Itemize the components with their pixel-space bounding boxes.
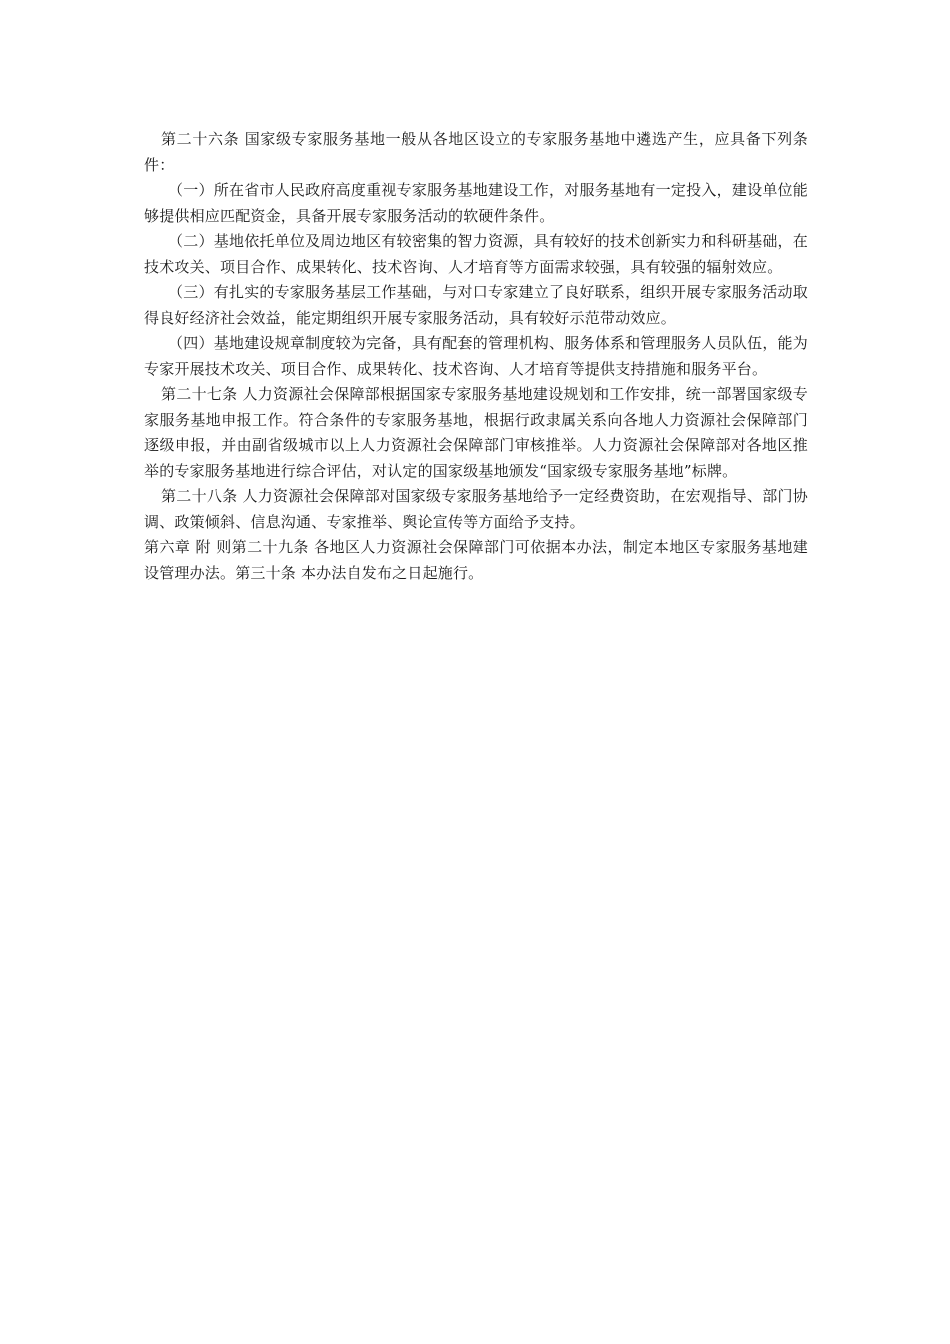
article-26-item-3: （三）有扎实的专家服务基层工作基础，与对口专家建立了良好联系，组织开展专家服务活动取得良好经济社会效益，能定期组织开展专家服务活动，具有较好示范带动效应。 (144, 283, 808, 327)
article-26-item-4: （四）基地建设规章制度较为完备，具有配套的管理机构、服务体系和管理服务人员队伍，能为专家开展技术攻关、项目合作、成果转化、技术咨询、人才培育等提供支持措施和服务平台。 (144, 334, 808, 378)
chapter-6-supplementary: 第六章 附 则第二十九条 各地区人力资源社会保障部门可依据本办法，制定本地区专家服务基地建设管理办法。第三十条 本办法自发布之日起施行。 (144, 538, 808, 582)
article-26: 第二十六条 国家级专家服务基地一般从各地区设立的专家服务基地中遴选产生，应具备下列条件： (144, 130, 808, 174)
article-26-item-1: （一）所在省市人民政府高度重视专家服务基地建设工作，对服务基地有一定投入，建设单位能够提供相应匹配资金，具备开展专家服务活动的软硬件条件。 (144, 181, 808, 225)
document-body (144, 127, 808, 586)
article-26-item-2: （二）基地依托单位及周边地区有较密集的智力资源，具有较好的技术创新实力和科研基础，在技术攻关、项目合作、成果转化、技术咨询、人才培育等方面需求较强，具有较强的辐射效应。 (144, 232, 808, 276)
article-28: 第二十八条 人力资源社会保障部对国家级专家服务基地给予一定经费资助，在宏观指导、部门协调、政策倾斜、信息沟通、专家推举、舆论宣传等方面给予支持。 (144, 487, 808, 531)
article-27: 第二十七条 人力资源社会保障部根据国家专家服务基地建设规划和工作安排，统一部署国家级专家服务基地申报工作。符合条件的专家服务基地，根据行政隶属关系向各地人力资源社会保障部门逐级申报，并由副省级城市以上人力资源社会保障部门审核推举。人力资源社会保障部对各地区推举的专家服务基地进行综合评估，对认定的国家级基地颁发“国家级专家服务基地”标牌。 (144, 385, 808, 480)
